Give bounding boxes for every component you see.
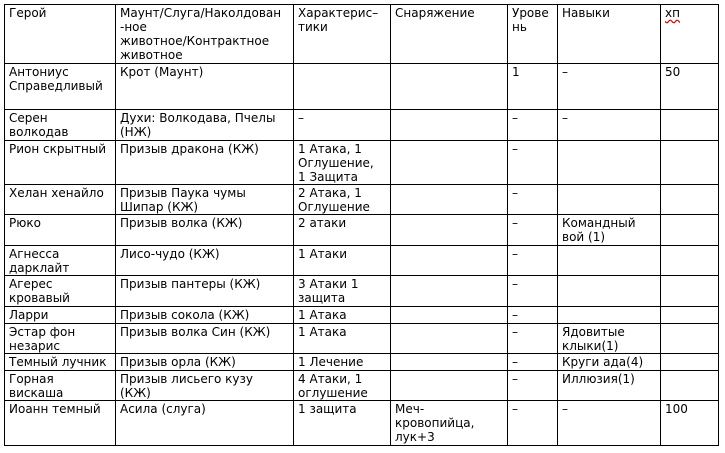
skills-cell: Круги ада(4) <box>558 354 661 371</box>
hero-cell: Темный лучник <box>5 354 116 371</box>
hp-cell: 100 <box>661 401 719 446</box>
hero-cell: Агерес кровавый <box>5 276 116 307</box>
gear-cell <box>391 354 508 371</box>
skills-cell: Командный вой (1) <box>558 215 661 246</box>
header-hero: Герой <box>5 5 116 64</box>
header-hp-label: хп <box>665 6 680 20</box>
companion-cell: Асила (слуга) <box>116 401 294 446</box>
table-row <box>5 324 719 354</box>
gear-cell <box>391 215 508 246</box>
companion-cell: Духи: Волкодава, Пчелы (НЖ) <box>116 110 294 141</box>
companion-cell: Крот (Маунт) <box>116 64 294 110</box>
table-row <box>5 110 719 141</box>
companion-cell: Призыв волка Син (КЖ) <box>116 324 294 354</box>
header-stats: Характерис– тики <box>294 5 391 64</box>
table-row <box>5 185 719 215</box>
header-row <box>5 5 719 64</box>
gear-cell <box>391 64 508 110</box>
heroes-table <box>4 4 719 446</box>
gear-cell <box>391 141 508 185</box>
header-level: Урове нь <box>508 5 558 64</box>
hp-cell <box>661 141 719 185</box>
companion-cell: Призыв сокола (КЖ) <box>116 307 294 324</box>
stats-cell: 1 Атака <box>294 324 391 354</box>
level-cell: – <box>508 307 558 324</box>
hp-cell <box>661 110 719 141</box>
skills-cell: Иллюзия(1) <box>558 371 661 401</box>
companion-cell: Лисо-чудо (КЖ) <box>116 246 294 276</box>
hero-cell: Серен волкодав <box>5 110 116 141</box>
stats-cell: 2 атаки <box>294 215 391 246</box>
hp-cell <box>661 276 719 307</box>
level-cell: – <box>508 401 558 446</box>
companion-cell: Призыв Паука чумы Шипар (КЖ) <box>116 185 294 215</box>
level-cell: – <box>508 276 558 307</box>
hero-cell: Рион скрытный <box>5 141 116 185</box>
gear-cell <box>391 185 508 215</box>
skills-cell <box>558 246 661 276</box>
skills-cell: – <box>558 401 661 446</box>
companion-cell: Призыв волка (КЖ) <box>116 215 294 246</box>
hp-cell <box>661 324 719 354</box>
level-cell: – <box>508 354 558 371</box>
hp-cell <box>661 371 719 401</box>
level-cell: – <box>508 246 558 276</box>
hero-cell: Горная вискаша <box>5 371 116 401</box>
hp-cell: 50 <box>661 64 719 110</box>
hp-cell <box>661 215 719 246</box>
hero-cell: Хелан хенайло <box>5 185 116 215</box>
hero-cell: Антониус Справедливый <box>5 64 116 110</box>
gear-cell <box>391 110 508 141</box>
stats-cell: – <box>294 110 391 141</box>
header-gear: Снаряжение <box>391 5 508 64</box>
header-hp <box>661 5 719 64</box>
level-cell: – <box>508 185 558 215</box>
level-cell: – <box>508 110 558 141</box>
stats-cell: 1 Атаки <box>294 246 391 276</box>
level-cell: – <box>508 141 558 185</box>
table-row <box>5 307 719 324</box>
header-skills: Навыки <box>558 5 661 64</box>
hero-cell: Ларри <box>5 307 116 324</box>
stats-cell: 2 Атака, 1 Оглушение <box>294 185 391 215</box>
hp-cell <box>661 307 719 324</box>
stats-cell: 3 Атаки 1 защита <box>294 276 391 307</box>
gear-cell <box>391 371 508 401</box>
stats-cell: 4 Атаки, 1 оглушение <box>294 371 391 401</box>
companion-cell: Призыв орла (КЖ) <box>116 354 294 371</box>
stats-cell <box>294 64 391 110</box>
skills-cell: Ядовитые клыки(1) <box>558 324 661 354</box>
table-row <box>5 401 719 446</box>
stats-cell: 1 Атака, 1 Оглушение, 1 Защита <box>294 141 391 185</box>
hero-cell: Агнесса дарклайт <box>5 246 116 276</box>
skills-cell: – <box>558 64 661 110</box>
table-row <box>5 215 719 246</box>
table-row <box>5 141 719 185</box>
hp-cell <box>661 354 719 371</box>
table-row <box>5 276 719 307</box>
table-row <box>5 64 719 110</box>
hp-cell <box>661 185 719 215</box>
skills-cell <box>558 307 661 324</box>
gear-cell <box>391 276 508 307</box>
stats-cell: 1 Атака <box>294 307 391 324</box>
level-cell: – <box>508 324 558 354</box>
hp-cell <box>661 246 719 276</box>
stats-cell: 1 Лечение <box>294 354 391 371</box>
skills-cell <box>558 141 661 185</box>
level-cell: – <box>508 215 558 246</box>
gear-cell <box>391 324 508 354</box>
skills-cell <box>558 276 661 307</box>
table-row <box>5 354 719 371</box>
stats-cell: 1 защита <box>294 401 391 446</box>
gear-cell <box>391 246 508 276</box>
table-row <box>5 246 719 276</box>
gear-cell <box>391 307 508 324</box>
hero-cell: Иоанн темный <box>5 401 116 446</box>
level-cell: 1 <box>508 64 558 110</box>
skills-cell <box>558 185 661 215</box>
companion-cell: Призыв дракона (КЖ) <box>116 141 294 185</box>
skills-cell: – <box>558 110 661 141</box>
level-cell: – <box>508 371 558 401</box>
hero-cell: Рюко <box>5 215 116 246</box>
hero-cell: Эстар фон незарис <box>5 324 116 354</box>
companion-cell: Призыв пантеры (КЖ) <box>116 276 294 307</box>
gear-cell: Меч- кровопийца, лук+3 <box>391 401 508 446</box>
table-row <box>5 371 719 401</box>
header-companion: Маунт/Слуга/Наколдован -ное животное/Контрактное животное <box>116 5 294 64</box>
companion-cell: Призыв лисьего кузу (КЖ) <box>116 371 294 401</box>
